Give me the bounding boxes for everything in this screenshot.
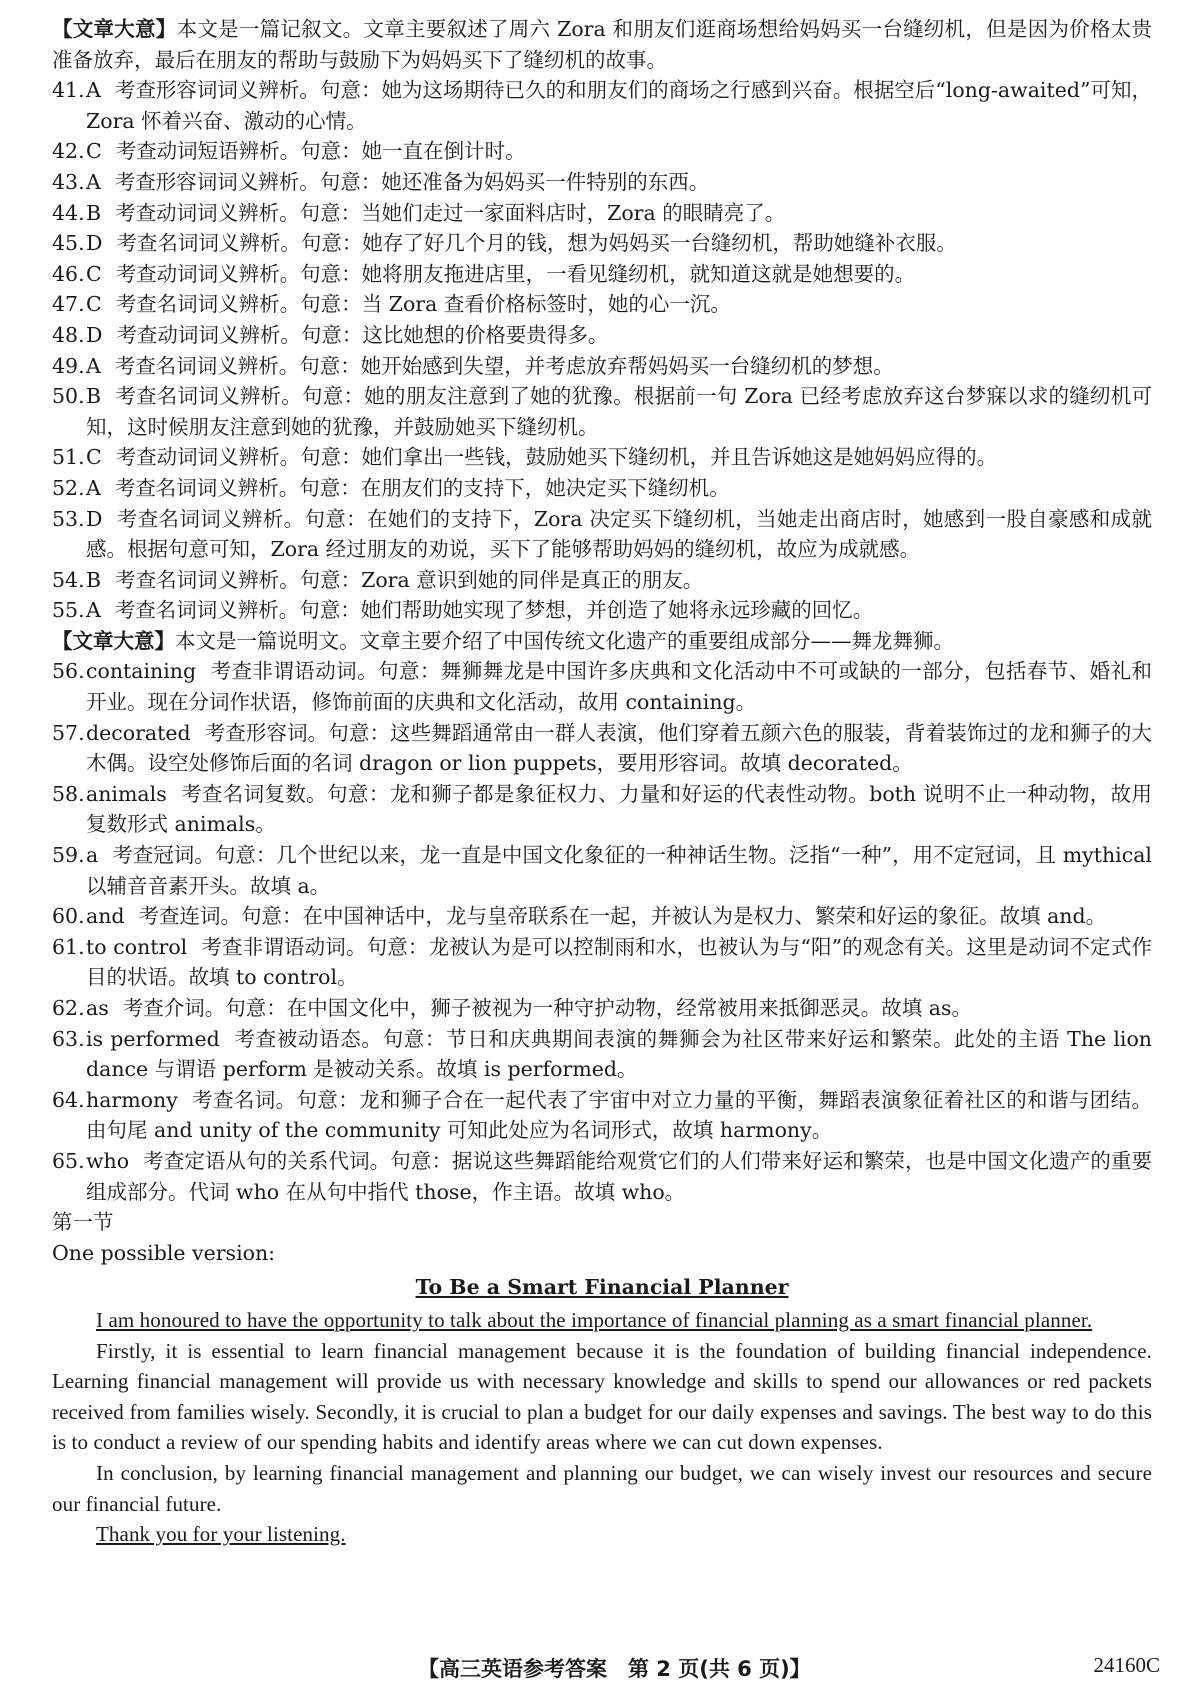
essay-body-1: Firstly, it is essential to learn financial management because it is the foundation of building financial independence. Learning financial management will provide us with necessary knowledge and skills to spend our allowances or red packets received from families wisely. Secondly, it is crucial to plan a budget for our daily expenses and savings. The best way to do this is to conduct a review of our spending habits and identify areas where we can cut down expenses. <box>52 1338 1152 1455</box>
version-intro: One possible version: <box>52 1240 276 1265</box>
answer-item: 54.B 考查名词词义辨析。句意：Zora 意识到她的同伴是真正的朋友。 <box>52 567 704 592</box>
answer-item: 61.to control 考查非谓语动词。句意：龙被认为是可以控制雨和水，也被认为与“阳”的观念有关。这里是动词不定式作目的状语。故填 to control。 <box>52 934 1152 990</box>
answer-item: 58.animals 考查名词复数。句意：龙和狮子都是象征权力、力量和好运的代表性动物。both 说明不止一种动物，故用复数形式 animals。 <box>52 781 1152 837</box>
summary-1-label: 【文章大意】 <box>52 17 177 41</box>
answer-item: 59.a 考查冠词。句意：几个世纪以来，龙一直是中国文化象征的一种神话生物。泛指“一种”，用不定冠词，且 mythical 以辅音音素开头。故填 a。 <box>52 843 1152 898</box>
footer-title: 【高三英语参考答案 第 2 页(共 6 页)】 <box>418 1657 811 1681</box>
summary-1-text: 本文是一篇记叙文。文章主要叙述了周六 Zora 和朋友们逛商场想给妈妈买一台缝纫机，但是因为价格太贵准备放弃，最后在朋友的帮助与鼓励下为妈妈买下了缝纫机的故事。 <box>52 17 1153 72</box>
answer-page <box>52 14 1152 1550</box>
summary-2-label: 【文章大意】 <box>52 628 175 653</box>
answer-item: 47.C 考查名词词义辨析。句意：当 Zora 查看价格标签时，她的心一沉。 <box>52 292 731 317</box>
answer-item: 41.A 考查形容词词义辨析。句意：她为这场期待已久的和朋友们的商场之行感到兴奋。根据空后“long-awaited”可知，Zora 怀着兴奋、激动的心情。 <box>52 78 1152 133</box>
answer-item: 60.and 考查连词。句意：在中国神话中，龙与皇帝联系在一起，并被认为是权力、繁荣和好运的象征。故填 and。 <box>52 904 1107 929</box>
answers-41-55 <box>52 75 1152 626</box>
answer-item: 50.B 考查名词词义辨析。句意：她的朋友注意到了她的犹豫。根据前一句 Zora 已经考虑放弃这台梦寐以求的缝纫机可知，这时候朋友注意到她的犹豫，并鼓励她买下缝纫机。 <box>52 384 1152 439</box>
answer-item: 56.containing 考查非谓语动词。句意：舞狮舞龙是中国许多庆典和文化活动中不可或缺的一部分，包括春节、婚礼和开业。现在分词作状语，修饰前面的庆典和文化活动，故用 containing。 <box>52 659 1152 715</box>
essay-body-2: In conclusion, by learning financial management and planning our budget, we can wisely invest our resources and secure our financial future. <box>52 1460 1152 1516</box>
answer-item: 49.A 考查名词词义辨析。句意：她开始感到失望，并考虑放弃帮妈妈买一台缝纫机的梦想。 <box>52 353 894 378</box>
answer-item: 43.A 考查形容词词义辨析。句意：她还准备为妈妈买一件特别的东西。 <box>52 169 710 194</box>
answer-item: 45.D 考查名词词义辨析。句意：她存了好几个月的钱，想为妈妈买一台缝纫机，帮助她缝补衣服。 <box>52 231 957 256</box>
section-label: 第一节 <box>52 1210 114 1235</box>
answer-item: 48.D 考查动词词义辨析。句意：这比她想的价格要贵得多。 <box>52 322 609 347</box>
footer-code: 24160C <box>1093 1653 1160 1677</box>
answer-item: 55.A 考查名词词义辨析。句意：她们帮助她实现了梦想，并创造了她将永远珍藏的回忆。 <box>52 598 874 623</box>
answer-item: 51.C 考查动词词义辨析。句意：她们拿出一些钱，鼓励她买下缝纫机，并且告诉她这是她妈妈应得的。 <box>52 445 998 470</box>
answer-item: 65.who 考查定语从句的关系代词。句意：据说这些舞蹈能给观赏它们的人们带来好运和繁荣，也是中国文化遗产的重要组成部分。代词 who 在从句中指代 those，作主语。故填 who。 <box>52 1148 1152 1204</box>
page-footer <box>0 1653 1200 1689</box>
summary-1 <box>52 14 1152 75</box>
summary-2-text: 本文是一篇说明文。文章主要介绍了中国传统文化遗产的重要组成部分——舞龙舞狮。 <box>175 628 954 653</box>
answer-item: 53.D 考查名词词义辨析。句意：在她们的支持下，Zora 决定买下缝纫机，当她走出商店时，她感到一股自豪感和成就感。根据句意可知，Zora 经过朋友的劝说，买下了能够帮助妈妈的缝纫机，故应为成就感。 <box>52 506 1152 562</box>
essay-closing: Thank you for your listening. <box>96 1522 346 1547</box>
answer-item: 63.is performed 考查被动语态。句意：节日和庆典期间表演的舞狮会为社区带来好运和繁荣。此处的主语 The lion dance 与谓语 perform 是被动关系。故填 is performed。 <box>52 1026 1152 1082</box>
answer-item: 57.decorated 考查形容词。句意：这些舞蹈通常由一群人表演，他们穿着五颜六色的服装，背着装饰过的龙和狮子的大木偶。设空处修饰后面的名词 dragon or lion puppets，要用形容词。故填 decorated。 <box>52 720 1152 776</box>
answer-item: 44.B 考查动词词义辨析。句意：当她们走过一家面料店时，Zora 的眼睛亮了。 <box>52 200 786 225</box>
essay-title: To Be a Smart Financial Planner <box>415 1275 789 1300</box>
answer-item: 42.C 考查动词短语辨析。句意：她一直在倒计时。 <box>52 139 526 164</box>
summary-2 <box>52 626 1152 657</box>
answer-item: 62.as 考查介词。句意：在中国文化中，狮子被视为一种守护动物，经常被用来抵御恶灵。故填 as。 <box>52 996 973 1020</box>
answer-item: 64.harmony 考查名词。句意：龙和狮子合在一起代表了宇宙中对立力量的平衡，舞蹈表演象征着社区的和谐与团结。由句尾 and unity of the community 可知此处应为名词形式，故填 harmony。 <box>52 1087 1152 1143</box>
answer-item: 46.C 考查动词词义辨析。句意：她将朋友拖进店里，一看见缝纫机，就知道这就是她想要的。 <box>52 261 916 286</box>
answer-item: 52.A 考查名词词义辨析。句意：在朋友们的支持下，她决定买下缝纫机。 <box>52 475 730 500</box>
answers-56-65 <box>52 656 1152 1207</box>
essay-opening: I am honoured to have the opportunity to talk about the importance of financial planning as a smart financial planner. <box>96 1307 1093 1332</box>
